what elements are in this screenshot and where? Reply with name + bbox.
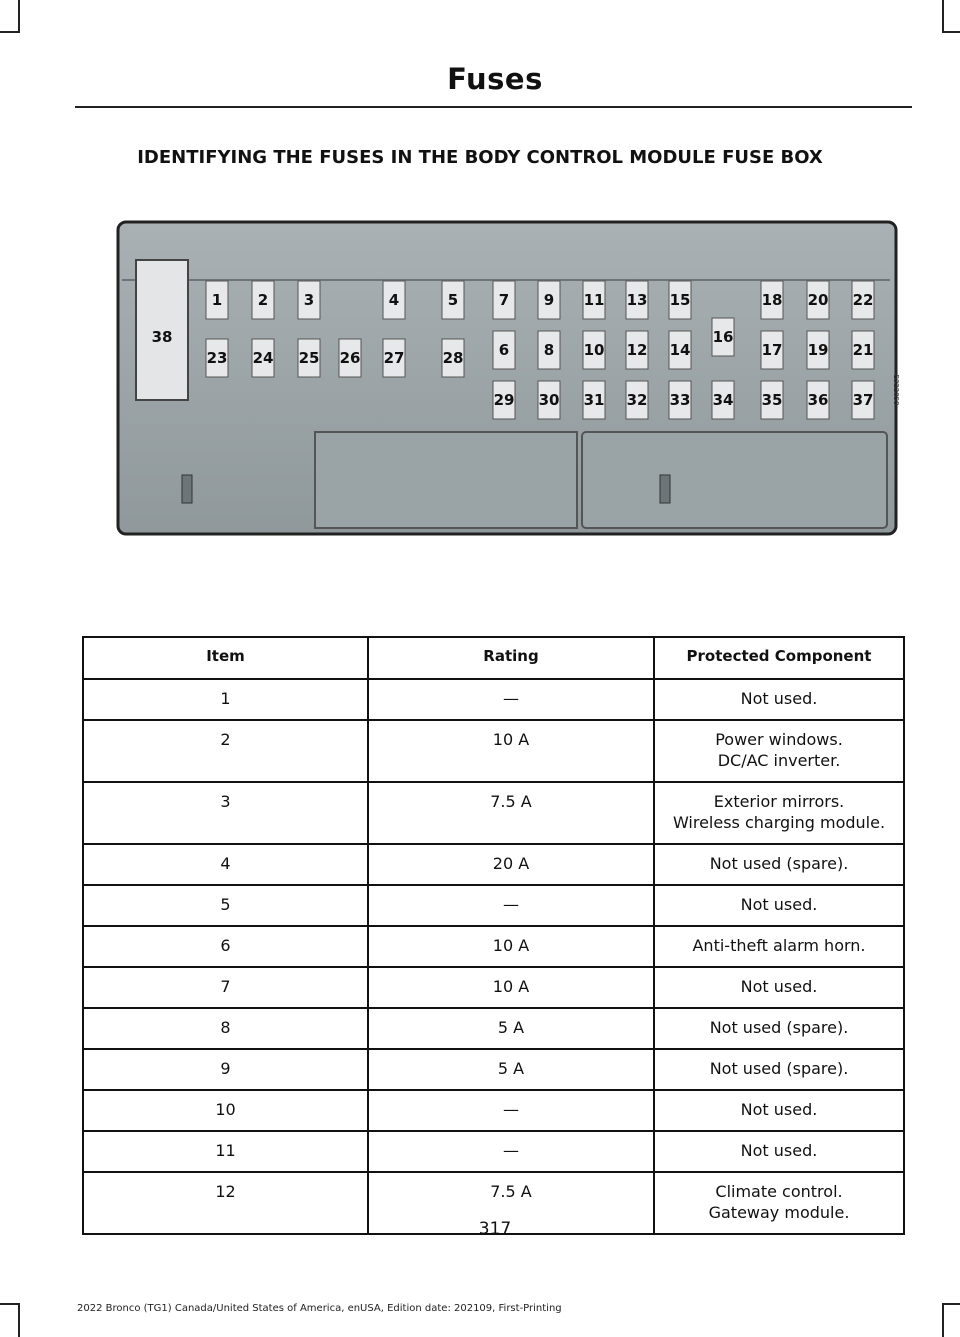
table-row — [83, 1049, 904, 1090]
header-protected-component: Protected Component — [654, 637, 904, 679]
fuse-label-17: 17 — [761, 341, 783, 359]
fuse-label-18: 18 — [761, 291, 783, 309]
fuse-label-12: 12 — [626, 341, 648, 359]
fuse-box-diagram — [100, 200, 900, 560]
component-line: Not used. — [740, 689, 818, 708]
cell-item: 5 — [83, 885, 368, 926]
table-row — [83, 885, 904, 926]
page-number: 317 — [478, 1219, 512, 1239]
fuse-label-13: 13 — [626, 291, 648, 309]
fuse-label-27: 27 — [383, 349, 405, 367]
fuse-label-32: 32 — [626, 391, 648, 409]
cell-rating: — — [368, 679, 654, 720]
component-line: Climate control. — [715, 1182, 843, 1201]
component-line: DC/AC inverter. — [717, 751, 841, 770]
cell-rating: 7.5 A — [368, 782, 654, 844]
cell-protected-component — [654, 720, 904, 782]
fuse-label-24: 24 — [252, 349, 274, 367]
cell-item: 2 — [83, 720, 368, 782]
table-row — [83, 844, 904, 885]
page-title: Fuses — [447, 62, 543, 96]
fuse-label-21: 21 — [852, 341, 874, 359]
cell-protected-component — [654, 926, 904, 967]
fuse-label-28: 28 — [442, 349, 464, 367]
table-row — [83, 967, 904, 1008]
fuse-label-2: 2 — [257, 291, 269, 309]
cell-item: 4 — [83, 844, 368, 885]
cell-item: 3 — [83, 782, 368, 844]
crop-mark — [942, 0, 944, 33]
fuse-label-16: 16 — [712, 328, 734, 346]
fuse-label-5: 5 — [447, 291, 459, 309]
fuse-label-15: 15 — [669, 291, 691, 309]
component-line: Exterior mirrors. — [713, 792, 845, 811]
connector-slot — [182, 475, 192, 503]
table-row — [83, 1090, 904, 1131]
cell-protected-component — [654, 1049, 904, 1090]
cell-rating: — — [368, 1131, 654, 1172]
diagram-code: E322859 — [892, 374, 900, 406]
component-line: Power windows. — [715, 730, 843, 749]
fuse-label-6: 6 — [498, 341, 510, 359]
fuse-table-body — [83, 679, 904, 1234]
cell-rating: — — [368, 1090, 654, 1131]
fuse-label-7: 7 — [498, 291, 510, 309]
lower-panel-right — [582, 432, 887, 528]
cell-item: 7 — [83, 967, 368, 1008]
fuse-label-34: 34 — [712, 391, 734, 409]
header-rating: Rating — [368, 637, 654, 679]
cell-item: 10 — [83, 1090, 368, 1131]
table-row — [83, 926, 904, 967]
table-row — [83, 720, 904, 782]
table-row — [83, 1008, 904, 1049]
crop-mark — [942, 1303, 960, 1305]
cell-rating: 10 A — [368, 967, 654, 1008]
cell-rating: 5 A — [368, 1008, 654, 1049]
cell-protected-component — [654, 679, 904, 720]
fuse-label-8: 8 — [543, 341, 555, 359]
cell-rating: 20 A — [368, 844, 654, 885]
fuse-label-23: 23 — [206, 349, 228, 367]
table-header-row — [83, 637, 904, 679]
component-line: Not used (spare). — [709, 1018, 849, 1037]
crop-mark — [942, 31, 960, 33]
table-row — [83, 1131, 904, 1172]
crop-mark — [0, 1303, 18, 1305]
fuse-label-26: 26 — [339, 349, 361, 367]
crop-mark — [18, 0, 20, 33]
cell-item: 12 — [83, 1172, 368, 1234]
component-line: Gateway module. — [708, 1203, 850, 1222]
cell-protected-component — [654, 967, 904, 1008]
cell-rating: 10 A — [368, 926, 654, 967]
cell-protected-component — [654, 885, 904, 926]
component-line: Not used (spare). — [709, 854, 849, 873]
component-line: Anti-theft alarm horn. — [692, 936, 866, 955]
fuse-label-30: 30 — [538, 391, 560, 409]
connector-slot — [660, 475, 670, 503]
fuse-label-22: 22 — [852, 291, 874, 309]
cell-protected-component — [654, 1008, 904, 1049]
crop-mark — [0, 31, 18, 33]
cell-rating: 10 A — [368, 720, 654, 782]
cell-item: 9 — [83, 1049, 368, 1090]
cell-rating: 5 A — [368, 1049, 654, 1090]
table-row — [83, 782, 904, 844]
fuse-label-31: 31 — [583, 391, 605, 409]
fuse-label-33: 33 — [669, 391, 691, 409]
fuse-label-3: 3 — [303, 291, 315, 309]
cell-item: 1 — [83, 679, 368, 720]
fuse-label-29: 29 — [493, 391, 515, 409]
component-line: Not used. — [740, 1141, 818, 1160]
fuse-label-37: 37 — [852, 391, 874, 409]
fuse-label-10: 10 — [583, 341, 605, 359]
fuse-table — [82, 636, 905, 1235]
fuse-label-19: 19 — [807, 341, 829, 359]
header-item: Item — [83, 637, 368, 679]
component-line: Not used. — [740, 1100, 818, 1119]
cell-item: 8 — [83, 1008, 368, 1049]
cell-rating: — — [368, 885, 654, 926]
section-heading: IDENTIFYING THE FUSES IN THE BODY CONTROL MODULE FUSE BOX — [137, 147, 823, 168]
fuse-label-36: 36 — [807, 391, 829, 409]
cell-protected-component — [654, 1090, 904, 1131]
component-line: Not used (spare). — [709, 1059, 849, 1078]
lower-panel-left — [315, 432, 577, 528]
crop-mark — [942, 1303, 944, 1337]
cell-protected-component — [654, 1131, 904, 1172]
fuse-label-11: 11 — [583, 291, 605, 309]
crop-mark — [18, 1303, 20, 1337]
fuse-label-1: 1 — [211, 291, 223, 309]
cell-item: 11 — [83, 1131, 368, 1172]
footer-text: 2022 Bronco (TG1) Canada/United States of America, enUSA, Edition date: 202109, First-Printing — [77, 1303, 562, 1314]
cell-protected-component — [654, 844, 904, 885]
fuse-label-25: 25 — [298, 349, 320, 367]
cell-item: 6 — [83, 926, 368, 967]
cell-rating: 7.5 A — [368, 1172, 654, 1234]
component-line: Not used. — [740, 895, 818, 914]
fuse-label-35: 35 — [761, 391, 783, 409]
table-row — [83, 679, 904, 720]
fuse-label-38: 38 — [151, 328, 173, 346]
fuse-label-14: 14 — [669, 341, 691, 359]
cell-protected-component — [654, 782, 904, 844]
fuse-label-9: 9 — [543, 291, 555, 309]
component-line: Not used. — [740, 977, 818, 996]
header-divider — [75, 106, 912, 108]
fuse-label-20: 20 — [807, 291, 829, 309]
component-line: Wireless charging module. — [672, 813, 886, 832]
fuse-label-4: 4 — [388, 291, 400, 309]
